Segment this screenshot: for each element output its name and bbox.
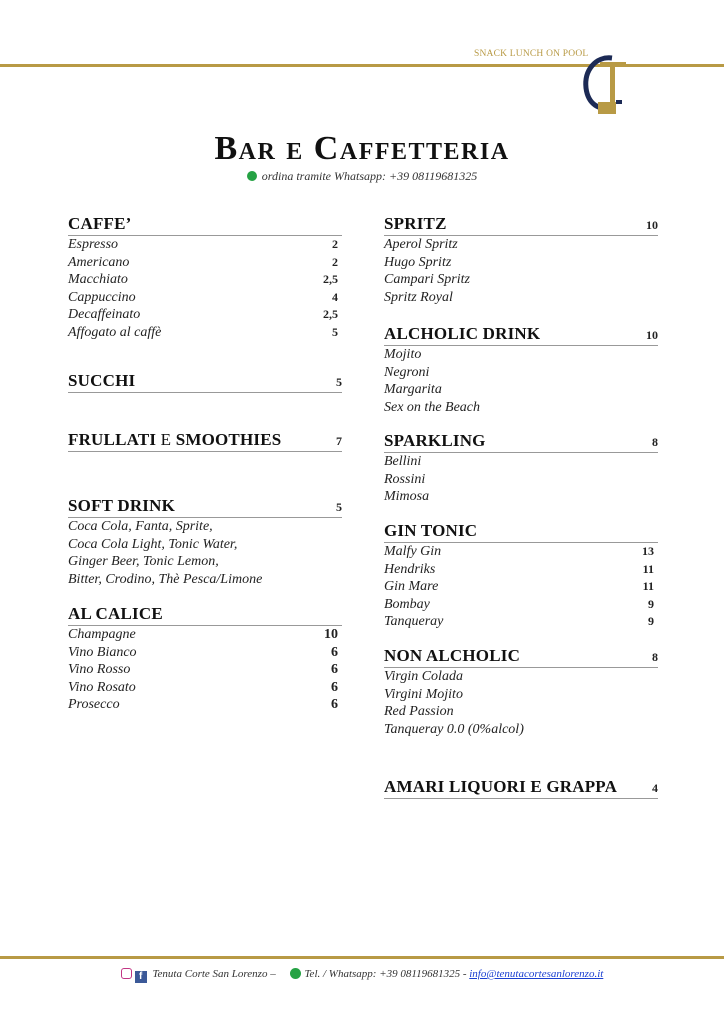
menu-item: Margarita [384,382,442,398]
section-spritz: SPRITZ 10 Aperol Spritz Hugo Spritz Campari Spritz Spritz Royal [384,214,658,305]
menu-item: Rossini [384,471,426,487]
menu-item: Espresso 2 [68,237,338,252]
menu-item: Coca Cola, Fanta, Sprite, [68,519,213,534]
facebook-icon[interactable]: f [135,971,147,983]
menu-item: Champagne 10 [68,627,338,642]
menu-item: Vino Rosso 6 [68,662,338,678]
section-al-calice [68,602,342,714]
menu-item: Mojito [384,347,422,362]
menu-item: Mimosa [384,489,430,505]
whatsapp-icon [247,171,257,181]
menu-item: Prosecco 6 [68,697,338,713]
section-title: CAFFE’ [68,214,132,233]
section-title: SUCCHI [68,371,136,390]
order-line [0,169,724,184]
section-title: AL CALICE [68,604,163,623]
venue-name: Tenuta Corte San Lorenzo – [152,968,276,980]
section-title: NON ALCHOLIC [384,646,521,665]
section-non-alcholic: NON ALCHOLIC 8 Virgin Colada Virgini Mojito Red Passion Tanqueray 0.0 (0%alcol) [384,646,658,737]
menu-item: Hugo Spritz [384,254,452,270]
section-amari: AMARI LIQUORI E GRAPPA 4 [384,775,658,799]
menu-item: Virgini Mojito [384,686,463,702]
email-link[interactable]: info@tenutacortesanlorenzo.it [469,968,604,980]
menu-item: Aperol Spritz [384,237,458,252]
section-frullati: FRULLATI E SMOOTHIES 7 [68,428,342,452]
menu-item: Bellini [384,454,422,469]
section-title: GIN TONIC [384,521,478,540]
menu-item: Spritz Royal [384,289,453,305]
menu-item: Gin Mare 11 [384,579,654,595]
menu-item: Ginger Beer, Tonic Lemon, [68,554,219,570]
corte-logo [578,52,628,118]
section-title: AMARI LIQUORI E GRAPPA [384,777,618,796]
menu-item: Bombay 9 [384,596,654,612]
menu-item: Virgin Colada [384,669,463,684]
footer [0,968,724,983]
menu-item: Americano 2 [68,254,338,270]
section-title: SPARKLING [384,431,486,450]
section-gin-tonic [384,519,658,631]
instagram-icon[interactable] [121,968,132,979]
section-title: SPRITZ [384,214,447,233]
section-succhi: SUCCHI 5 [68,369,342,393]
menu-item: Tanqueray 9 [384,614,654,630]
whatsapp-icon [290,968,301,979]
menu-item: Coca Cola Light, Tonic Water, [68,536,238,552]
menu-item: Red Passion [384,704,454,720]
bottom-gold-rule [0,956,724,959]
order-text: ordina tramite Whatsapp: +39 08119681325 [261,169,478,183]
page-title: Bar e Caffetteria [214,130,510,167]
section-soft-drink: SOFT DRINK 5 Coca Cola, Fanta, Sprite, Coca Cola Light, Tonic Water, Ginger Beer, Tonic Lemon, Bitter, Crodino, Thè Pesca/Limone [68,496,342,587]
menu-item: Negroni [384,364,430,380]
menu-item: Vino Bianco 6 [68,644,338,660]
menu-item: Bitter, Crodino, Thè Pesca/Limone [68,571,263,587]
menu-item: Decaffeinato 2,5 [68,307,338,323]
menu-item: Malfy Gin 13 [384,544,654,559]
menu-item: Affogato al caffè 5 [68,324,338,340]
menu-item: Sex on the Beach [384,399,481,415]
menu-item: Tanqueray 0.0 (0%alcol) [384,721,524,737]
section-title: SOFT DRINK [68,496,176,515]
section-title: ALCHOLIC DRINK [384,324,541,343]
section-alcholic-drink: ALCHOLIC DRINK 10 Mojito Negroni Margarita Sex on the Beach [384,324,658,415]
footer-phone: Tel. / Whatsapp: +39 08119681325 - [304,968,467,980]
menu-item: Hendriks 11 [384,561,654,577]
menu-item: Macchiato 2,5 [68,272,338,288]
menu-item: Vino Rosato 6 [68,679,338,695]
section-title: FRULLATI E SMOOTHIES [68,430,282,449]
section-caffe [68,212,342,342]
header-tagline: SNACK LUNCH ON POOL [474,49,589,59]
menu-item: Cappuccino 4 [68,289,338,305]
menu-item: Campari Spritz [384,272,470,288]
section-sparkling: SPARKLING 8 Bellini Rossini Mimosa [384,431,658,505]
